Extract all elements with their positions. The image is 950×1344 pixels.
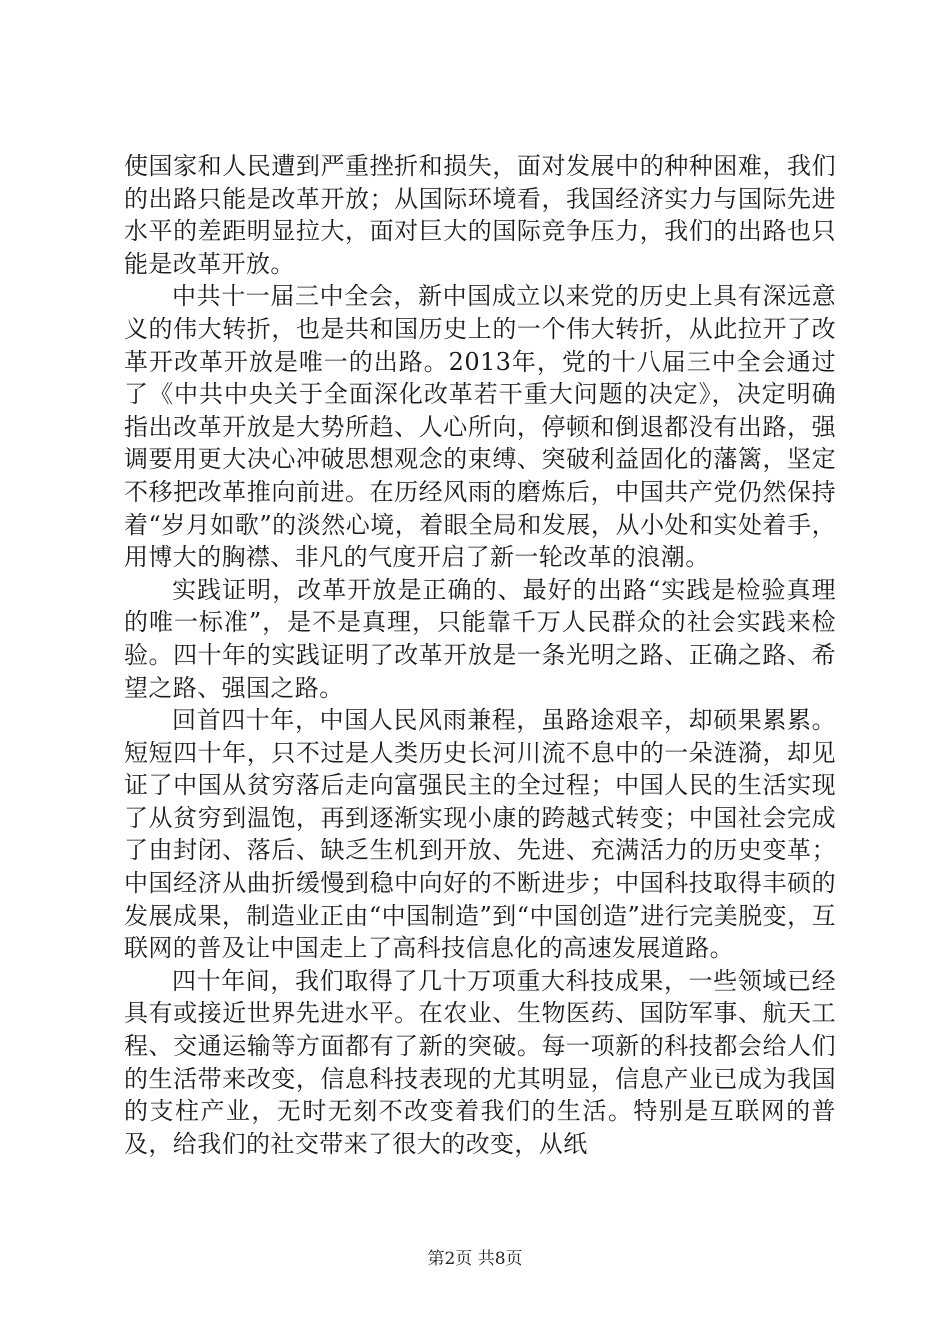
paragraph-3: 实践证明，改革开放是正确的、最好的出路“实践是检验真理的唯一标准”，是不是真理，只能靠千万人民群众的社会实践来检验。四十年的实践证明了改革开放是一条光明之路、正确之路、希望之路、强国之路。 (124, 575, 836, 702)
paragraph-4: 回首四十年，中国人民风雨兼程，虽路途艰辛，却硕果累累。短短四十年，只不过是人类历史长河川流不息中的一朵涟漪，却见证了中国从贫穷落后走向富强民主的全过程；中国人民的生活实现了从贫穷到温饱，再到逐渐实现小康的跨越式转变；中国社会完成了由封闭、落后、缺乏生机到开放、先进、充满活力的历史变革；中国经济从曲折缓慢到稳中向好的不断进步；中国科技取得丰硕的发展成果，制造业正由“中国制造”到“中国创造”进行完美脱变，互联网的普及让中国走上了高科技信息化的高速发展道路。 (124, 706, 836, 963)
document-body (124, 150, 836, 1160)
paragraph-5: 四十年间，我们取得了几十万项重大科技成果，一些领域已经具有或接近世界先进水平。在农业、生物医药、国防军事、航天工程、交通运输等方面都有了新的突破。每一项新的科技都会给人们的生活带来改变，信息科技表现的尤其明显，信息产业已成为我国的支柱产业，无时无刻不改变着我们的生活。特别是互联网的普及，给我们的社交带来了很大的改变，从纸 (124, 966, 836, 1158)
paragraph-1: 使国家和人民遭到严重挫折和损失，面对发展中的种种困难，我们的出路只能是改革开放；从国际环境看，我国经济实力与国际先进水平的差距明显拉大，面对巨大的国际竞争压力，我们的出路也只能是改革开放。 (124, 152, 836, 278)
page-number-footer: 第2页 共8页 (427, 1249, 523, 1269)
paragraph-2: 中共十一届三中全会，新中国成立以来党的历史上具有深远意义的伟大转折，也是共和国历史上的一个伟大转折，从此拉开了改革开改革开放是唯一的出路。2013年，党的十八届三中全会通过了《中共中央关于全面深化改革若干重大问题的决定》，决定明确指出改革开放是大势所趋、人心所向，停顿和倒退都没有出路，强调要用更大决心冲破思想观念的束缚、突破利益固化的藩篱，坚定不移把改革推向前进。在历经风雨的磨炼后，中国共产党仍然保持着“岁月如歌”的淡然心境，着眼全局和发展，从小处和实处着手，用博大的胸襟、非凡的气度开启了新一轮改革的浪潮。 (124, 282, 836, 572)
